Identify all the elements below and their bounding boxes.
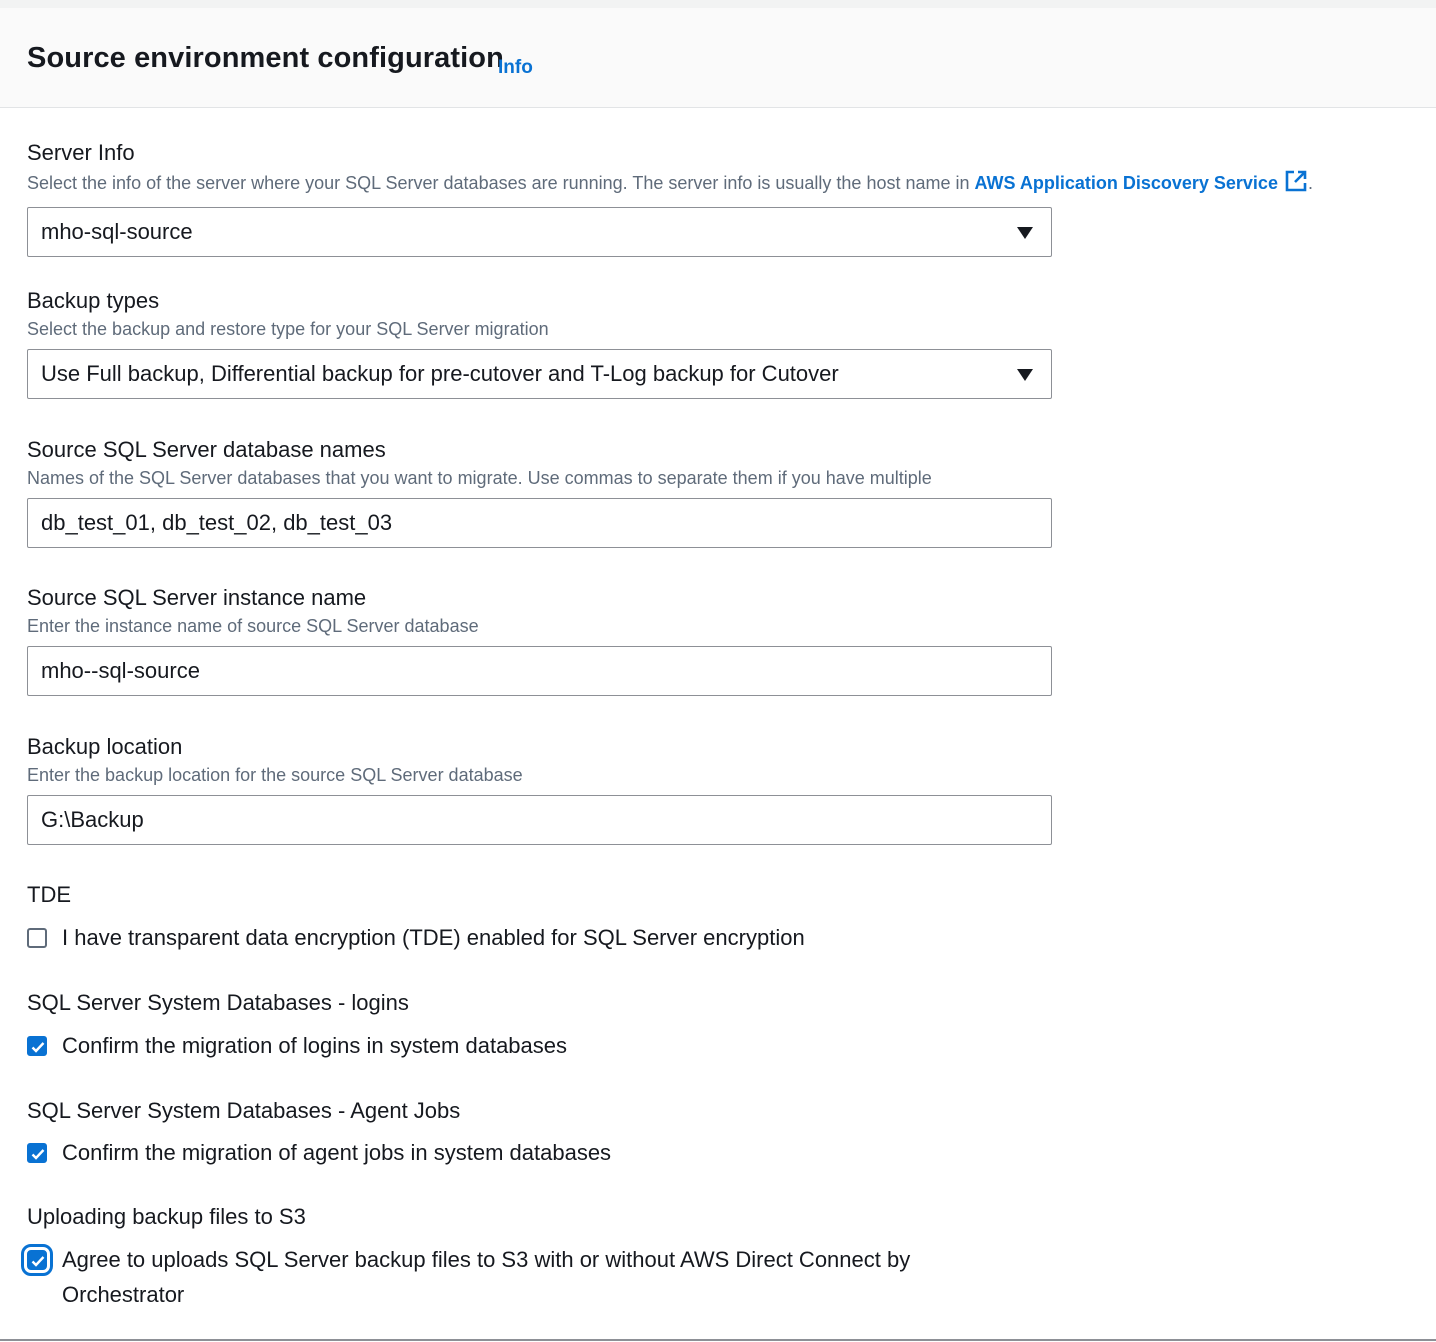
tde-checkbox-row[interactable] <box>27 926 805 955</box>
backup-location-label: Backup location <box>27 734 183 759</box>
db-names-label: Source SQL Server database names <box>27 437 386 462</box>
application-discovery-service-link[interactable] <box>975 173 1308 193</box>
bottom-divider <box>0 1339 1436 1341</box>
tde-checkbox-label[interactable]: I have transparent data encryption (TDE) enabled for SQL Server encryption <box>62 925 805 950</box>
server-info-select[interactable] <box>27 207 1052 257</box>
agent-jobs-checkbox-row[interactable] <box>27 1141 611 1170</box>
db-names-field <box>27 437 1052 548</box>
server-info-field <box>27 140 1313 257</box>
check-icon <box>30 1253 46 1269</box>
page-title: Source environment configuration <box>27 42 504 74</box>
s3-upload-field <box>27 1204 1052 1230</box>
instance-name-label: Source SQL Server instance name <box>27 585 367 610</box>
agent-jobs-field <box>27 1098 1052 1124</box>
section-header <box>0 0 1436 108</box>
tde-label: TDE <box>27 882 71 907</box>
backup-types-label: Backup types <box>27 288 160 313</box>
server-info-selected-value: mho-sql-source <box>41 219 193 244</box>
logins-checkbox-row[interactable] <box>27 1034 567 1063</box>
info-link[interactable]: Info <box>498 57 533 78</box>
server-info-description <box>27 169 1313 199</box>
instance-name-input[interactable]: mho--sql-source <box>27 646 1052 696</box>
tde-field <box>27 882 1052 908</box>
application-discovery-service-link-text[interactable]: AWS Application Discovery Service <box>974 173 1278 193</box>
s3-upload-label: Uploading backup files to S3 <box>27 1204 306 1229</box>
backup-types-selected-value: Use Full backup, Differential backup for pre-cutover and T-Log backup for Cutover <box>41 361 839 386</box>
agent-jobs-label: SQL Server System Databases - Agent Jobs <box>27 1098 461 1123</box>
instance-name-description: Enter the instance name of source SQL Server database <box>27 616 479 636</box>
db-names-description: Names of the SQL Server databases that you want to migrate. Use commas to separate them if you have multiple <box>27 468 932 488</box>
tde-checkbox[interactable] <box>27 928 47 948</box>
server-info-description-suffix: . <box>1307 173 1313 193</box>
caret-down-icon[interactable] <box>1017 227 1033 239</box>
logins-checkbox[interactable] <box>27 1036 47 1056</box>
logins-checkbox-label[interactable]: Confirm the migration of logins in system databases <box>62 1033 568 1058</box>
instance-name-field <box>27 585 1052 696</box>
s3-upload-checkbox-row[interactable] <box>27 1248 910 1312</box>
s3-upload-checkbox-label[interactable] <box>62 1242 910 1312</box>
backup-location-description: Enter the backup location for the source SQL Server database <box>27 765 523 785</box>
external-link-icon[interactable] <box>1284 169 1308 199</box>
backup-types-field <box>27 288 1052 399</box>
backup-types-select[interactable] <box>27 349 1052 399</box>
check-icon <box>30 1146 46 1162</box>
logins-label: SQL Server System Databases - logins <box>27 990 409 1015</box>
logins-field <box>27 990 1052 1016</box>
agent-jobs-checkbox[interactable] <box>27 1143 47 1163</box>
server-info-label: Server Info <box>27 140 135 165</box>
backup-location-input[interactable]: G:\Backup <box>27 795 1052 845</box>
agent-jobs-checkbox-label[interactable]: Confirm the migration of agent jobs in system databases <box>62 1140 612 1165</box>
backup-types-description: Select the backup and restore type for your SQL Server migration <box>27 319 549 339</box>
caret-down-icon[interactable] <box>1017 369 1033 381</box>
s3-upload-checkbox-label-line2[interactable]: Orchestrator <box>62 1282 185 1307</box>
db-names-input[interactable]: db_test_01, db_test_02, db_test_03 <box>27 498 1052 548</box>
server-info-description-text: Select the info of the server where your SQL Server databases are running. The server info is usually the host name in <box>27 173 975 193</box>
backup-location-field <box>27 734 1052 845</box>
check-icon <box>30 1039 46 1055</box>
s3-upload-checkbox[interactable] <box>27 1250 47 1270</box>
s3-upload-checkbox-label-line1[interactable]: Agree to uploads SQL Server backup files to S3 with or without AWS Direct Connect by <box>62 1247 911 1272</box>
